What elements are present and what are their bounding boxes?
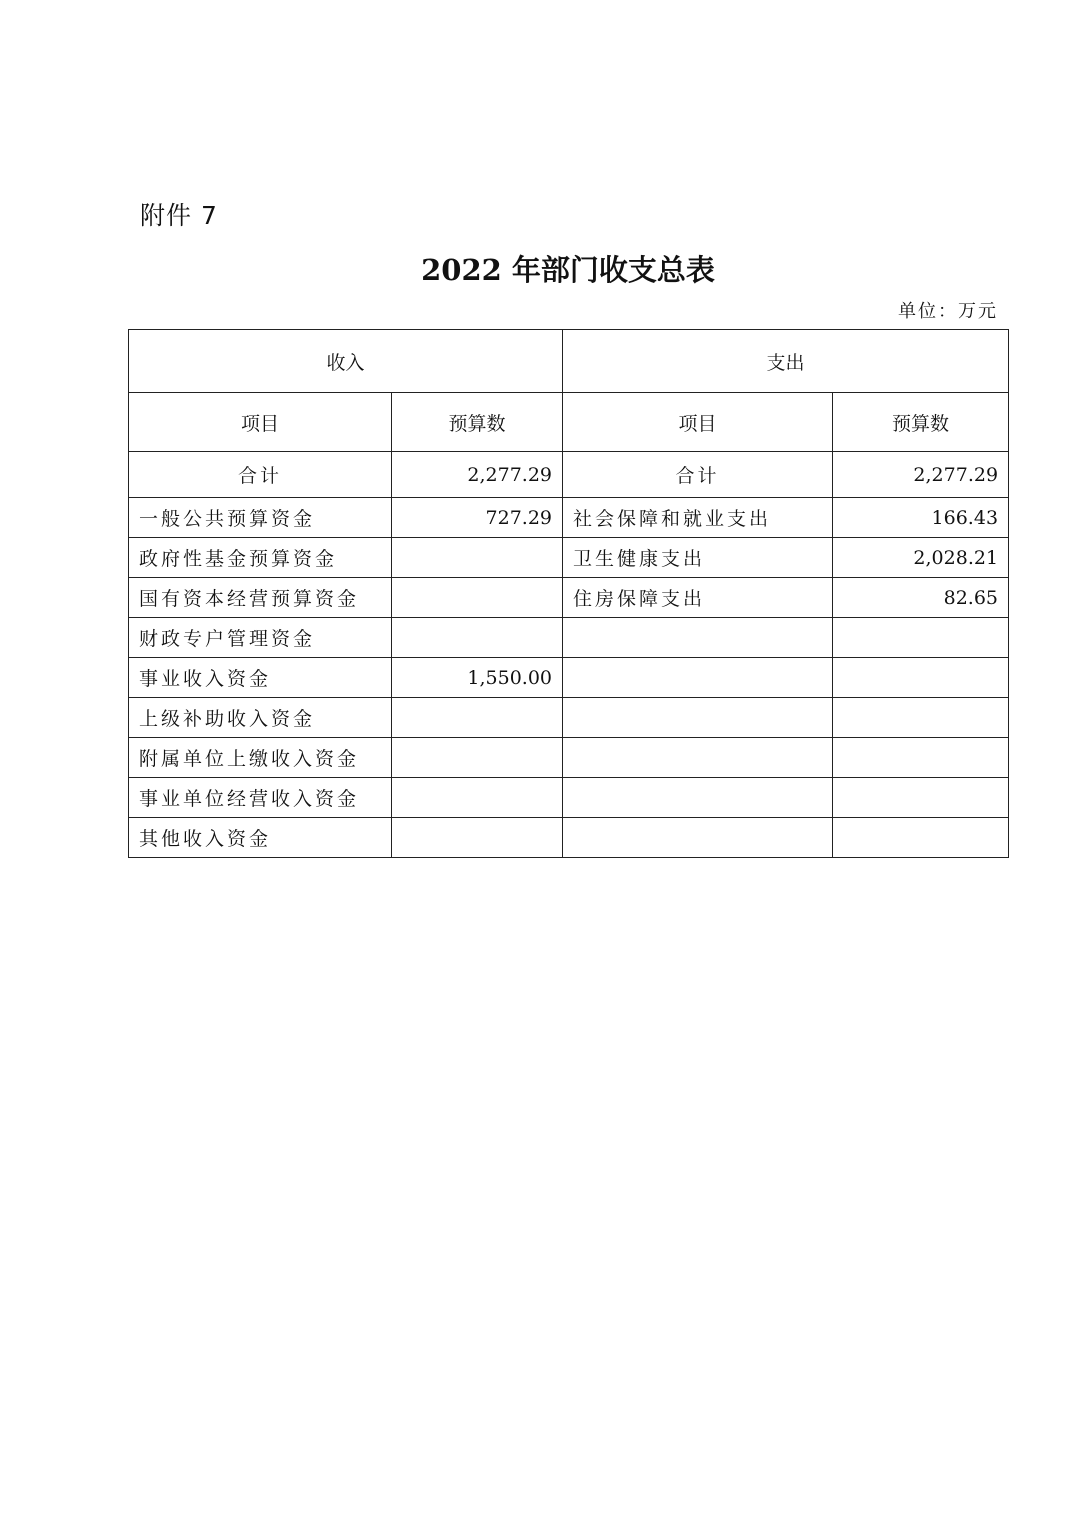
table-row xyxy=(129,818,1009,858)
expense-value xyxy=(833,778,1009,818)
expense-value xyxy=(833,658,1009,698)
expense-item xyxy=(563,738,833,778)
table-row xyxy=(129,578,1009,618)
expense-item xyxy=(563,818,833,858)
income-total-label: 合计 xyxy=(129,452,392,498)
income-value: 1,550.00 xyxy=(392,658,563,698)
income-value: 727.29 xyxy=(392,498,563,538)
expense-value: 82.65 xyxy=(833,578,1009,618)
expense-value: 2,028.21 xyxy=(833,538,1009,578)
income-value xyxy=(392,778,563,818)
group-header-row xyxy=(129,330,1009,393)
expense-amount-header: 预算数 xyxy=(833,393,1009,452)
expense-value xyxy=(833,738,1009,778)
table-row xyxy=(129,698,1009,738)
income-value xyxy=(392,698,563,738)
table-row xyxy=(129,618,1009,658)
budget-table xyxy=(128,329,1009,858)
income-item: 国有资本经营预算资金 xyxy=(129,578,392,618)
expense-value xyxy=(833,818,1009,858)
income-header: 收入 xyxy=(129,330,563,393)
income-item: 政府性基金预算资金 xyxy=(129,538,392,578)
table-row xyxy=(129,778,1009,818)
expense-item xyxy=(563,658,833,698)
income-value xyxy=(392,738,563,778)
column-header-row xyxy=(129,393,1009,452)
unit-label: 单位：万元 xyxy=(898,301,998,322)
income-item: 事业单位经营收入资金 xyxy=(129,778,392,818)
income-item: 上级补助收入资金 xyxy=(129,698,392,738)
attachment-label: 附件 7 xyxy=(140,201,218,230)
income-value xyxy=(392,578,563,618)
expense-header: 支出 xyxy=(563,330,1009,393)
table-row xyxy=(129,498,1009,538)
total-row xyxy=(129,452,1009,498)
expense-value xyxy=(833,698,1009,738)
expense-value: 166.43 xyxy=(833,498,1009,538)
expense-item xyxy=(563,778,833,818)
expense-value xyxy=(833,618,1009,658)
income-value xyxy=(392,618,563,658)
income-value xyxy=(392,538,563,578)
expense-item: 住房保障支出 xyxy=(563,578,833,618)
income-item: 事业收入资金 xyxy=(129,658,392,698)
income-item: 一般公共预算资金 xyxy=(129,498,392,538)
income-item: 财政专户管理资金 xyxy=(129,618,392,658)
expense-total-label: 合计 xyxy=(563,452,833,498)
expense-item: 社会保障和就业支出 xyxy=(563,498,833,538)
table-row xyxy=(129,658,1009,698)
expense-item xyxy=(563,618,833,658)
table-row xyxy=(129,538,1009,578)
income-amount-header: 预算数 xyxy=(392,393,563,452)
expense-item-header: 项目 xyxy=(563,393,833,452)
income-item-header: 项目 xyxy=(129,393,392,452)
expense-item xyxy=(563,698,833,738)
income-item: 其他收入资金 xyxy=(129,818,392,858)
income-value xyxy=(392,818,563,858)
expense-item: 卫生健康支出 xyxy=(563,538,833,578)
table-row xyxy=(129,738,1009,778)
income-total-value: 2,277.29 xyxy=(392,452,563,498)
expense-total-value: 2,277.29 xyxy=(833,452,1009,498)
page-title: 2022 年部门收支总表 xyxy=(421,253,715,287)
income-item: 附属单位上缴收入资金 xyxy=(129,738,392,778)
